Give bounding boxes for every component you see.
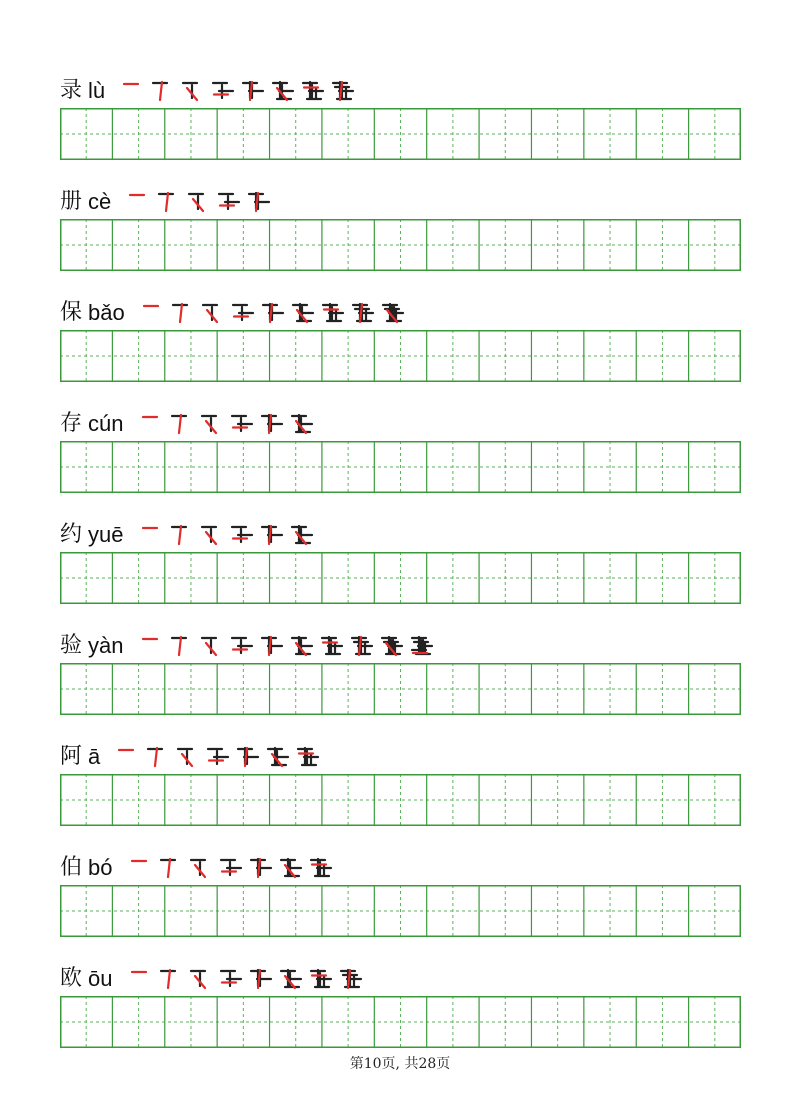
stroke-step-icon	[138, 411, 164, 437]
stroke-step-icon	[155, 189, 181, 215]
stroke-step-icon	[319, 300, 345, 326]
stroke-step-icon	[179, 78, 205, 104]
stroke-step-icon	[127, 855, 153, 881]
writing-grid[interactable]	[60, 330, 741, 382]
pinyin-label: ā	[88, 744, 101, 769]
pinyin-label: cè	[88, 189, 112, 214]
stroke-order-sequence	[139, 300, 405, 326]
page-footer	[0, 1053, 800, 1073]
entry-header	[60, 512, 314, 548]
stroke-step-icon	[187, 855, 213, 881]
entry-header	[60, 290, 405, 326]
writing-grid[interactable]	[60, 108, 741, 160]
stroke-step-icon	[307, 855, 333, 881]
stroke-step-icon	[125, 189, 151, 215]
stroke-step-icon	[119, 78, 145, 104]
stroke-step-icon	[239, 78, 265, 104]
stroke-step-icon	[247, 966, 273, 992]
stroke-step-icon	[138, 633, 164, 659]
stroke-step-icon	[318, 633, 344, 659]
stroke-step-icon	[408, 633, 434, 659]
stroke-step-icon	[209, 78, 235, 104]
stroke-step-icon	[138, 522, 164, 548]
stroke-step-icon	[144, 744, 170, 770]
hanzi-character: 阿	[60, 744, 83, 769]
stroke-step-icon	[229, 300, 255, 326]
stroke-step-icon	[198, 522, 224, 548]
pinyin-label: lù	[88, 78, 106, 103]
hanzi-character: 欧	[60, 966, 83, 991]
stroke-step-icon	[259, 300, 285, 326]
stroke-order-sequence	[138, 633, 434, 659]
stroke-step-icon	[277, 966, 303, 992]
writing-grid[interactable]	[60, 885, 741, 937]
stroke-order-sequence	[114, 744, 320, 770]
stroke-step-icon	[264, 744, 290, 770]
stroke-order-sequence	[138, 522, 314, 548]
stroke-step-icon	[348, 633, 374, 659]
pinyin-label: cún	[88, 411, 124, 436]
stroke-step-icon	[157, 855, 183, 881]
stroke-step-icon	[337, 966, 363, 992]
writing-grid[interactable]	[60, 996, 741, 1048]
hanzi-character: 伯	[60, 855, 83, 880]
hanzi-character: 约	[60, 522, 83, 547]
stroke-step-icon	[228, 522, 254, 548]
writing-grid[interactable]	[60, 774, 741, 826]
pinyin-label: bǎo	[88, 300, 125, 325]
writing-grid[interactable]	[60, 663, 741, 715]
entry-header	[60, 956, 363, 992]
stroke-step-icon	[288, 411, 314, 437]
page-number-text: 第10页, 共28页	[349, 1056, 451, 1072]
stroke-step-icon	[228, 411, 254, 437]
stroke-step-icon	[349, 300, 375, 326]
stroke-step-icon	[378, 633, 404, 659]
writing-grid[interactable]	[60, 441, 741, 493]
pinyin-label: bó	[88, 855, 113, 880]
stroke-step-icon	[289, 300, 315, 326]
entry-header	[60, 734, 320, 770]
stroke-order-sequence	[125, 189, 271, 215]
hanzi-character: 册	[60, 189, 83, 214]
hanzi-character: 存	[60, 411, 83, 436]
writing-grid[interactable]	[60, 219, 741, 271]
writing-grid[interactable]	[60, 552, 741, 604]
stroke-step-icon	[187, 966, 213, 992]
stroke-step-icon	[168, 522, 194, 548]
stroke-step-icon	[288, 633, 314, 659]
pinyin-label: yuē	[88, 522, 124, 547]
pinyin-label: yàn	[88, 633, 124, 658]
stroke-step-icon	[168, 633, 194, 659]
stroke-step-icon	[258, 411, 284, 437]
stroke-step-icon	[169, 300, 195, 326]
stroke-step-icon	[217, 855, 243, 881]
stroke-step-icon	[174, 744, 200, 770]
stroke-step-icon	[215, 189, 241, 215]
stroke-step-icon	[379, 300, 405, 326]
stroke-order-sequence	[127, 855, 333, 881]
stroke-step-icon	[258, 633, 284, 659]
stroke-step-icon	[247, 855, 273, 881]
stroke-step-icon	[234, 744, 260, 770]
stroke-order-sequence	[138, 411, 314, 437]
stroke-step-icon	[127, 966, 153, 992]
entry-header	[60, 68, 355, 104]
stroke-step-icon	[168, 411, 194, 437]
hanzi-character: 录	[60, 78, 83, 103]
stroke-step-icon	[299, 78, 325, 104]
stroke-step-icon	[198, 633, 224, 659]
stroke-step-icon	[198, 411, 224, 437]
entry-header	[60, 401, 314, 437]
entry-header	[60, 179, 271, 215]
hanzi-character: 保	[60, 300, 83, 325]
stroke-step-icon	[294, 744, 320, 770]
pinyin-label: ōu	[88, 966, 113, 991]
stroke-step-icon	[114, 744, 140, 770]
stroke-step-icon	[217, 966, 243, 992]
stroke-step-icon	[288, 522, 314, 548]
entry-header	[60, 845, 333, 881]
entry-header	[60, 623, 434, 659]
stroke-step-icon	[245, 189, 271, 215]
stroke-step-icon	[157, 966, 183, 992]
hanzi-character: 验	[60, 633, 83, 658]
stroke-step-icon	[258, 522, 284, 548]
stroke-order-sequence	[119, 78, 355, 104]
stroke-step-icon	[139, 300, 165, 326]
stroke-step-icon	[329, 78, 355, 104]
stroke-step-icon	[277, 855, 303, 881]
stroke-step-icon	[269, 78, 295, 104]
stroke-step-icon	[204, 744, 230, 770]
stroke-step-icon	[199, 300, 225, 326]
stroke-step-icon	[149, 78, 175, 104]
stroke-order-sequence	[127, 966, 363, 992]
stroke-step-icon	[185, 189, 211, 215]
stroke-step-icon	[228, 633, 254, 659]
stroke-step-icon	[307, 966, 333, 992]
